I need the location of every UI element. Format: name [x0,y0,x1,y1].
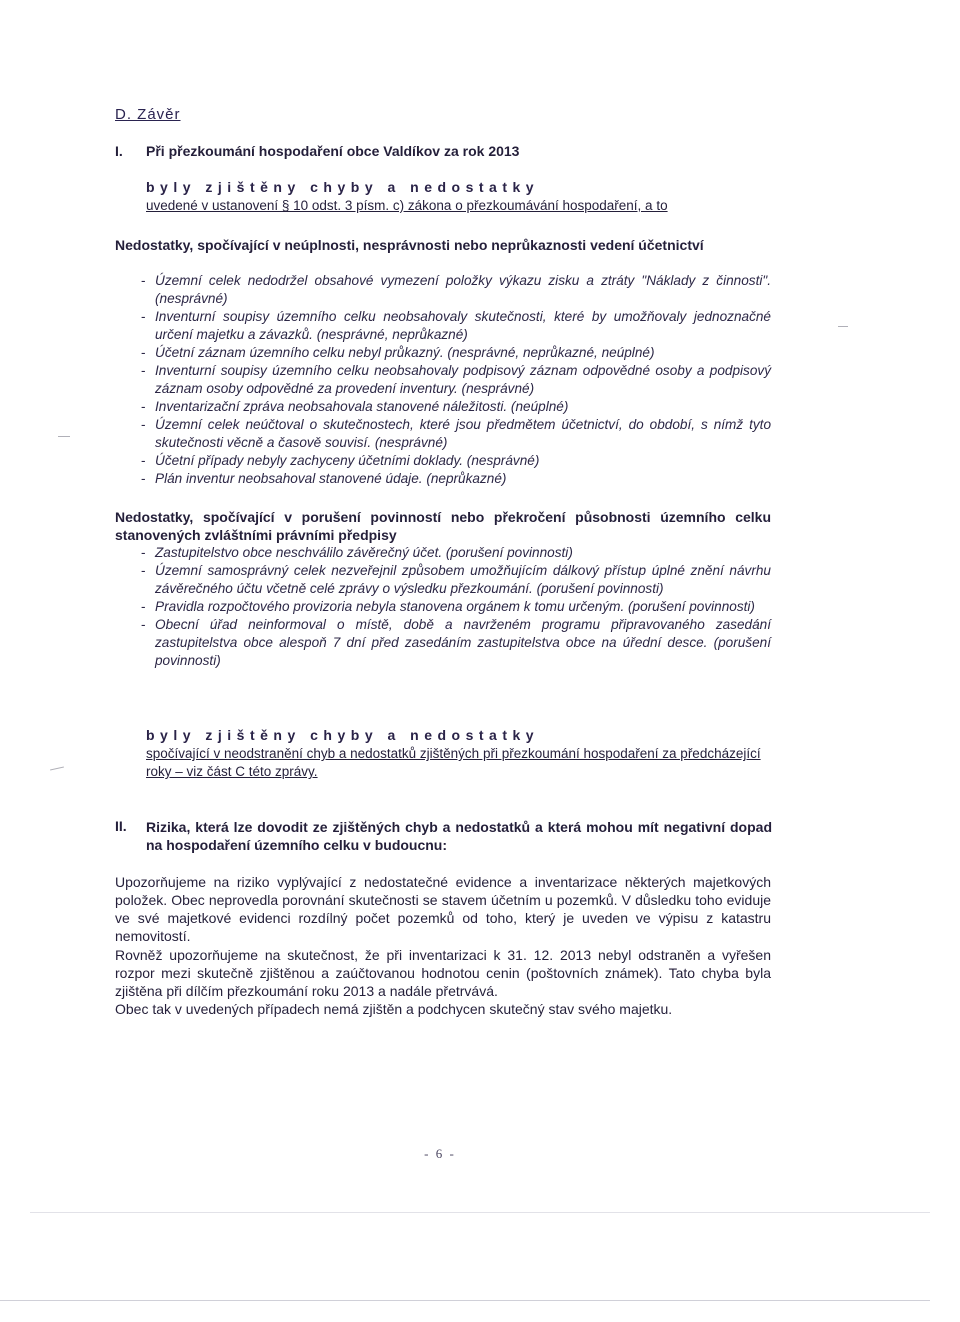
scan-mark [838,326,848,327]
risk-paragraph-1: Upozorňujeme na riziko vyplývající z nedostatečné evidence a inventarizace některých majetkových položek. Obec neprovedla porovnání skutečnosti se stavem účetním u pozemků. V důsledku toho eviduje ve své majetkové evidenci rozdílný počet pozemků od toho, který je uveden ve výpisu z katastru nemovitostí. [115,874,771,944]
risk-paragraph-2: Rovněž upozorňujeme na skutečnost, že při inventarizaci k 31. 12. 2013 nebyl odstraněn a vyřešen rozpor mezi skutečně zjištěnou a zaúčtovanou hodnotou cenin (poštovních známek). Tato chyba byla zjištěna při dílčím přezkoumání roku 2013 a nadále přetrvává. [115,947,771,999]
scan-edge-line [0,1300,930,1301]
section2-number: II. [115,818,127,834]
section1-number: I. [115,143,123,159]
section-heading: D. Závěr [115,106,181,123]
scan-mark [50,767,64,771]
group2-heading: Nedostatky, spočívající v porušení povinností nebo překročení působnosti územního celku stanovených zvláštními právními předpisy [115,509,771,543]
list-item: - Inventurní soupisy územního celku neobsahovaly skutečnosti, které by umožňovaly jednoznačné určení majetku a závazků. (nesprávné, neprůkazné) [141,309,771,342]
scan-edge-line [30,1212,930,1213]
list-item: - Územní samosprávný celek nezveřejnil způsobem umožňujícím dálkový přístup úplné znění návrhu závěrečného účtu včetně celé zprávy o výsledku přezkoumání. (porušení povinnosti) [141,563,771,596]
found-errors-note-2: spočívající v neodstranění chyb a nedostatků zjištěných při přezkoumání hospodaření za předcházející roky – viz část C této zprávy. [146,746,761,779]
group1-heading: Nedostatky, spočívající v neúplnosti, nesprávnosti nebo neprůkaznosti vedení účetnictví [115,237,704,253]
found-errors-note: uvedené v ustanovení § 10 odst. 3 písm. c) zákona o přezkoumávání hospodaření, a to [146,198,668,213]
list-item: - Zastupitelstvo obce neschválilo závěrečný účet. (porušení povinnosti) [141,545,573,560]
list-item: - Inventurní soupisy územního celku neobsahovaly podpisový záznam odpovědné osoby a podpisový záznam osoby odpovědné za provedení inventury. (nesprávné) [141,363,771,396]
group1-list [115,272,771,488]
list-item: - Plán inventur neobsahoval stanovené údaje. (neprůkazné) [141,471,507,486]
page-number: - 6 - [424,1146,456,1161]
section2-title: Rizika, která lze dovodit ze zjištěných chyb a nedostatků a která mohou mít negativní dopad na hospodaření územního celku v budoucnu: [146,819,772,853]
list-item: - Územní celek neúčtoval o skutečnostech, které jsou předmětem účetnictví, do období, s nímž tyto skutečnosti věcně a časově souvisí. (nesprávné) [141,417,771,450]
list-item: - Účetní případy nebyly zachyceny účetními doklady. (nesprávné) [141,453,540,468]
list-item: - Inventarizační zpráva neobsahovala stanovené náležitosti. (neúplné) [141,399,569,414]
scan-mark [58,436,70,437]
list-item: - Pravidla rozpočtového provizoria nebyla stanovena orgánem k tomu určeným. (porušení povinnosti) [141,599,755,614]
list-item: - Obecní úřad neinformoval o místě, době a navrženém programu připravovaného zasedání zastupitelstva obce alespoň 7 dní před zasedáním zastupitelstva obce na úřední desce. (porušení povinnosti) [141,617,771,668]
list-item: - Územní celek nedodržel obsahové vymezení položky výkazu zisku a ztráty "Náklady z činnosti". (nesprávné) [141,273,771,306]
section1-title: Při přezkoumání hospodaření obce Valdíkov za rok 2013 [146,143,520,159]
found-errors-spaced-2: byly zjištěny chyby a nedostatky [146,727,540,743]
risk-paragraph-3: Obec tak v uvedených případech nemá zjištěn a podchycen skutečný stav svého majetku. [115,1001,673,1017]
list-item: - Účetní záznam územního celku nebyl průkazný. (nesprávné, neprůkazné, neúplné) [141,345,655,360]
group2-list [115,544,771,670]
found-errors-spaced: byly zjištěny chyby a nedostatky [146,179,540,195]
